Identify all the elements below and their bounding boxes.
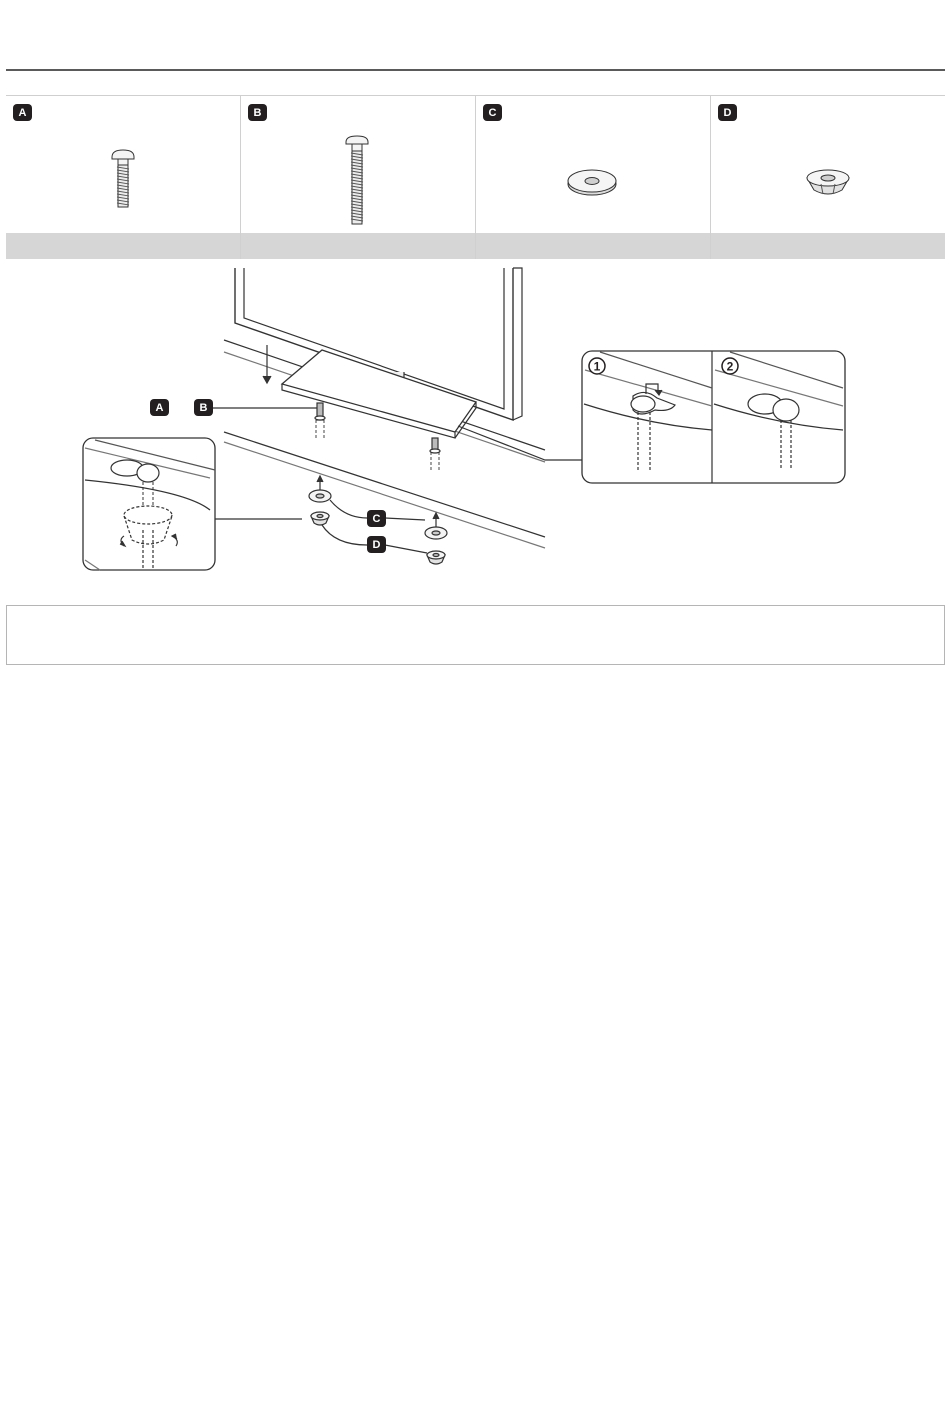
part-cell-d: [711, 96, 945, 259]
short-screw-illustration: [6, 126, 240, 234]
part-badge-c: C: [483, 104, 502, 121]
part-caption-b: [241, 233, 475, 259]
part-cell-a: [6, 96, 241, 259]
callout-badge-c: C: [367, 510, 386, 527]
step-marker-1: [589, 358, 605, 374]
callout-badge-b: B: [194, 399, 213, 416]
callout-badge-a: A: [150, 399, 169, 416]
parts-table: [6, 95, 945, 259]
part-caption-a: [6, 233, 240, 259]
part-caption-d: [711, 233, 945, 259]
header-rule: [6, 69, 945, 71]
callout-badge-d: D: [367, 536, 386, 553]
part-cell-b: [241, 96, 476, 259]
step-number-1: 1: [593, 359, 601, 374]
part-caption-c: [476, 233, 710, 259]
zoom-detail-nut: [83, 438, 215, 570]
part-badge-a: A: [13, 104, 32, 121]
zoom-detail-steps: [582, 351, 845, 483]
assembly-diagram: [0, 262, 950, 582]
step-number-2: 2: [726, 359, 734, 374]
washer-illustration: [476, 126, 710, 234]
part-cell-c: [476, 96, 711, 259]
note-box: [6, 605, 945, 665]
part-badge-b: B: [248, 104, 267, 121]
part-badge-d: D: [718, 104, 737, 121]
long-screw-illustration: [241, 126, 475, 234]
step-marker-2: [722, 358, 738, 374]
nut-illustration: [711, 126, 945, 234]
